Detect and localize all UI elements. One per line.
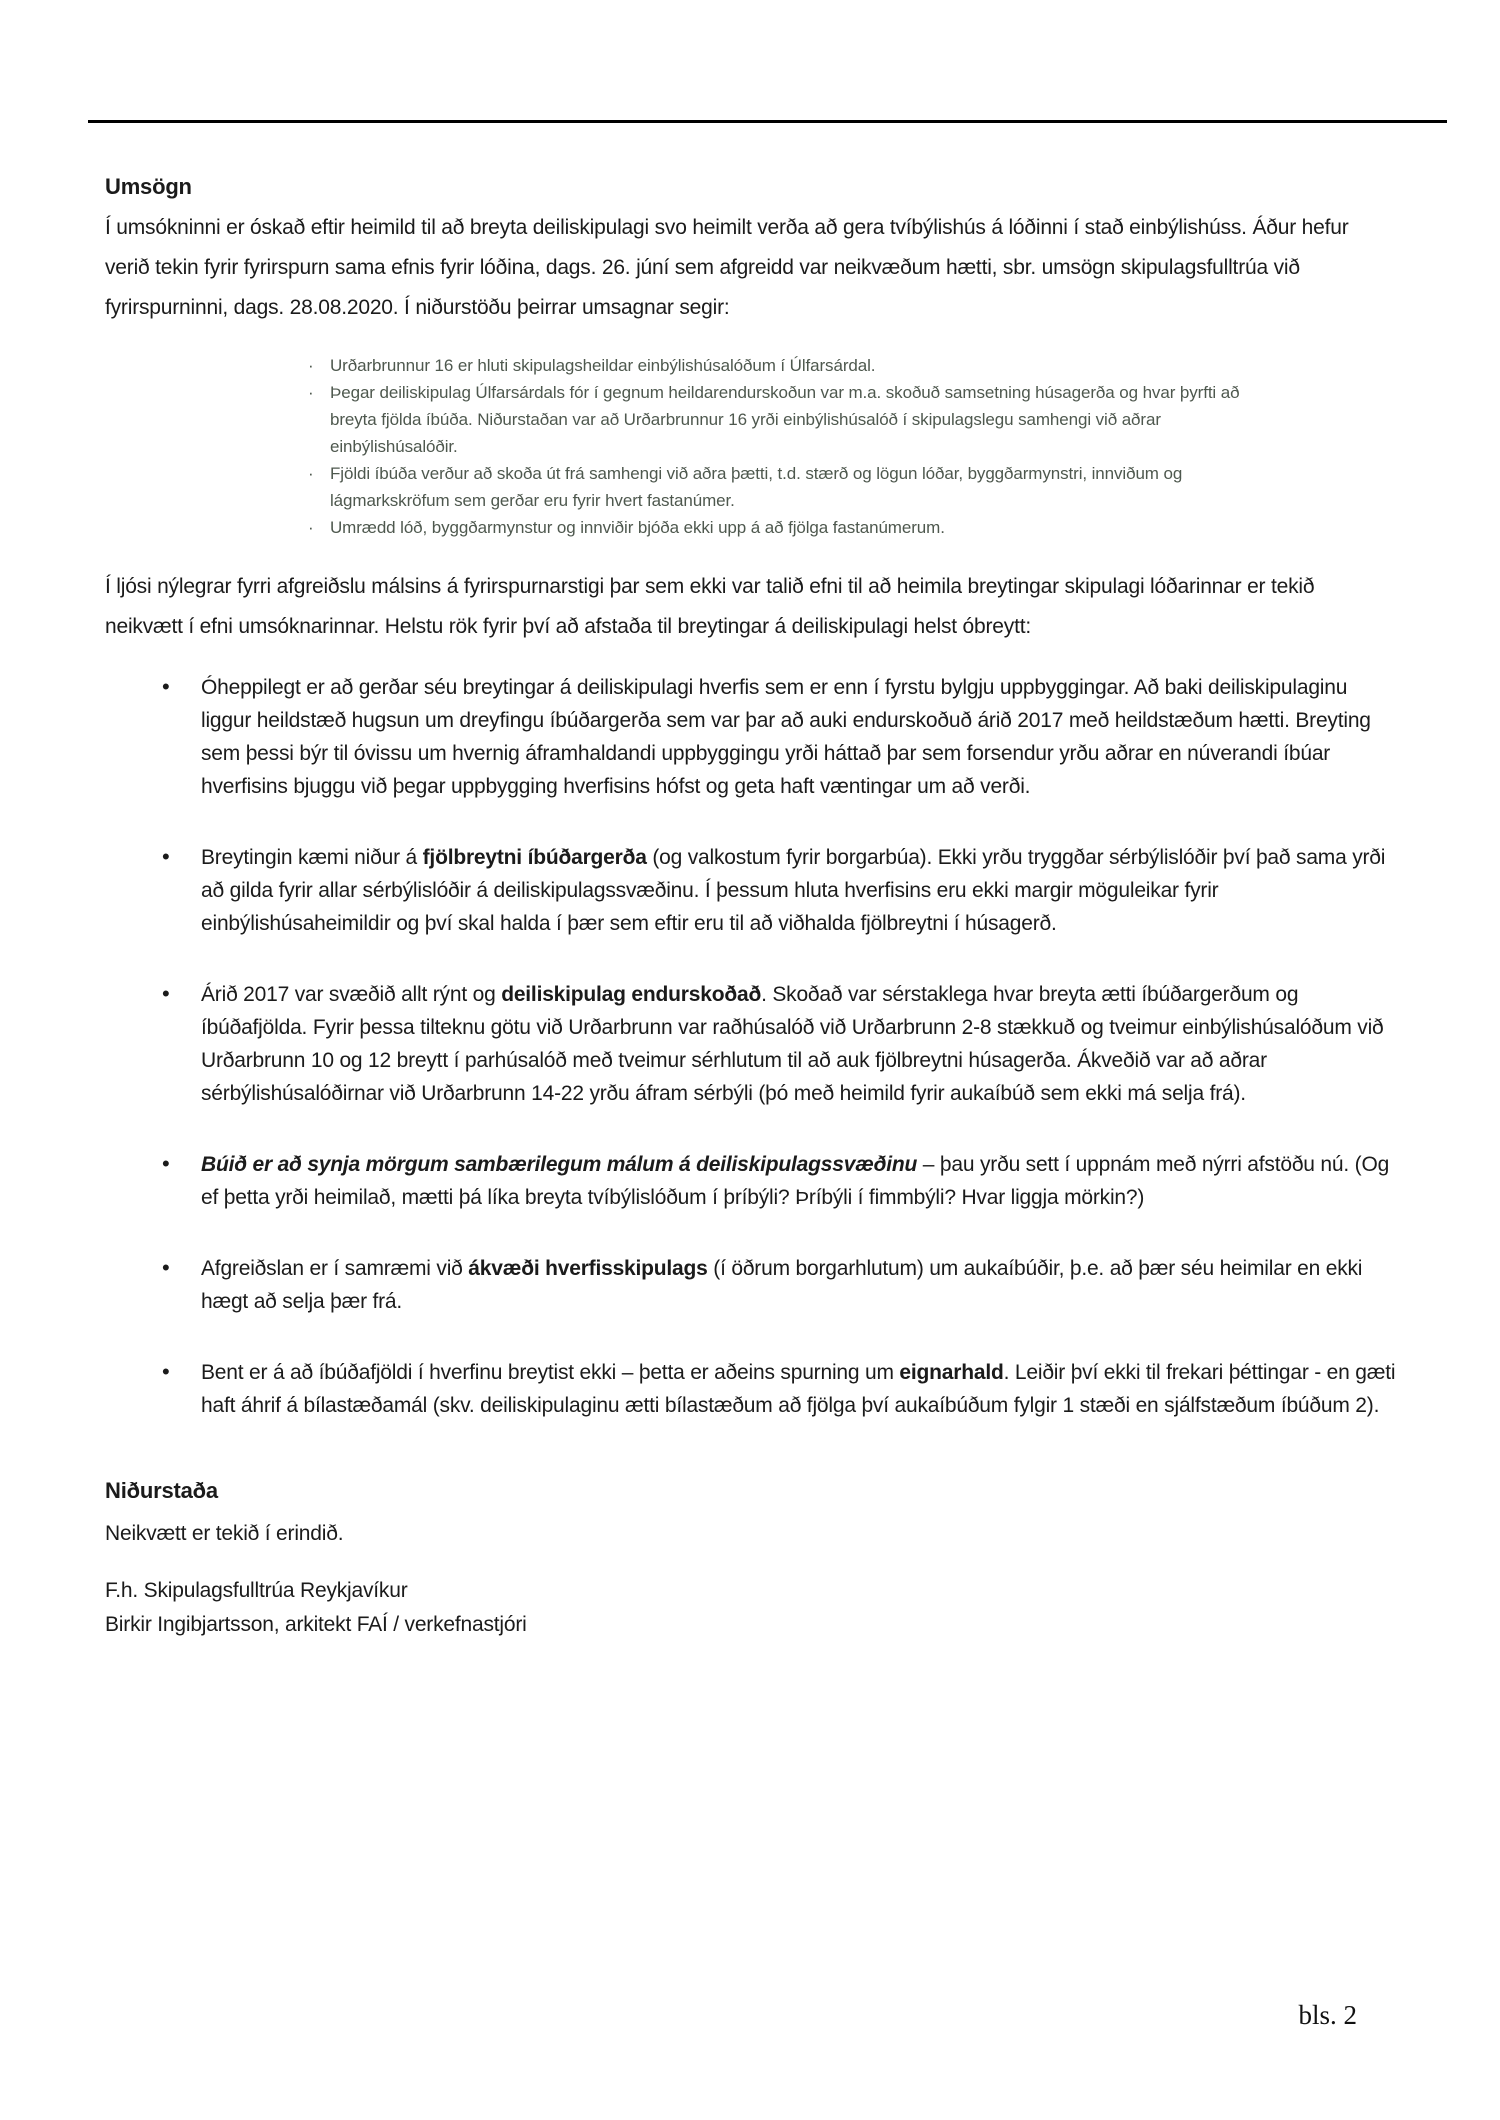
- argument-text-segment: Afgreiðslan er í samræmi við: [201, 1257, 469, 1280]
- argument-text-segment: (í öðrum borgarhlutum) um aukaíbúðir, þ.e. að þær séu heimilar en ekki hægt að selja þær frá.: [201, 1257, 1363, 1313]
- argument-text-segment: eignarhald: [899, 1361, 1004, 1384]
- argument-text-segment: deiliskipulag endurskoðað: [501, 983, 762, 1006]
- argument-text-segment: Óheppilegt er að gerðar séu breytingar á deiliskipulagi hverfis sem er enn í fyrstu bylgju uppbyggingar. Að baki deiliskipulaginu liggur heildstæð hugsun um dreyfingu íbúðargerða sem var þar að auki endurskoðuð árið 2017 með heildstæðum hætti. Breyting sem þessi býr til óvissu um hvernig áframhaldandi uppbyggingu yrði háttað þar sem forsendur yrðu aðrar en núverandi íbúar hverfisins bjuggu við þegar uppbygging hverfisins hófst og geta haft væntingar um að verði.: [201, 676, 1371, 798]
- intro-paragraph: Í umsókninni er óskað eftir heimild til að breyta deiliskipulagi svo heimilt verða að gera tvíbýlishús á lóðinni í stað einbýlishúss. Áður hefur verið tekin fyrir fyrirspurn sama efnis fyrir lóðina, dags. 26. júní sem afgreidd var neikvæðum hætti, sbr. umsögn skipulagsfulltrúa við fyrirspurninni, dags. 28.08.2020. Í niðurstöðu þeirrar umsagnar segir:: [105, 216, 1349, 319]
- document-body: [105, 170, 1397, 1642]
- argument-bullet-item: [160, 671, 1397, 803]
- argument-bullet-item: [160, 1356, 1397, 1422]
- header-rule: [88, 120, 1447, 123]
- argument-text-segment: ákvæði hverfisskipulags: [468, 1257, 708, 1280]
- signature-role-line: F.h. Skipulagsfulltrúa Reykjavíkur: [105, 1579, 408, 1602]
- section-heading-umsogn: Umsögn: [105, 174, 192, 199]
- argument-bullet-item: [160, 978, 1397, 1110]
- conclusion-text: Neikvætt er tekið í erindið.: [105, 1522, 344, 1545]
- section-heading-nidurstada: Niðurstaða: [105, 1478, 218, 1503]
- argument-bullet-item: [160, 1148, 1397, 1214]
- page-number: bls. 2: [1298, 2000, 1357, 2030]
- argument-text-segment: . Skoðað var sérstaklega hvar breyta ætti íbúðargerðum og íbúðafjölda. Fyrir þessa tilteknu götu við Urðarbrunn var raðhúsalóð við Urðarbrunn 2-8 stækkuð og tveimur einbýlishúsalóðum við Urðarbrunn 10 og 12 breytt í parhúsalóð með tveimur sérhlutum til að auk fjölbreytni húsagerða. Ákveðið var að aðrar sérbýlishúsalóðirnar við Urðarbrunn 14-22 yrðu áfram sérbýli (þó með heimild fyrir aukaíbúð sem ekki má selja frá).: [201, 983, 1384, 1105]
- quote-bullet-item: · Þegar deiliskipulag Úlfarsárdals fór í gegnum heildarendurskoðun var m.a. skoðuð samsetning húsagerða og hvar þyrfti að breyta fjölda íbúða. Niðurstaðan var að Urðarbrunnur 16 yrði einbýlishúsalóð í skipulagslegu samhengi við aðrar einbýlishúsalóðir.: [292, 379, 1272, 460]
- quote-bullet-item: · Urðarbrunnur 16 er hluti skipulagsheildar einbýlishúsalóðum í Úlfarsárdal.: [292, 352, 1272, 379]
- quote-bullet-item: · Umrædd lóð, byggðarmynstur og innviðir bjóða ekki upp á að fjölga fastanúmerum.: [292, 514, 1272, 541]
- argument-text-segment: fjölbreytni íbúðargerða: [422, 846, 647, 869]
- argument-bullet-item: [160, 1252, 1397, 1318]
- argument-text-segment: Breytingin kæmi niður á: [201, 846, 423, 869]
- quote-bullet-item: · Fjöldi íbúða verður að skoða út frá samhengi við aðra þætti, t.d. stærð og lögun lóðar, byggðarmynstri, innviðum og lágmarkskröfum sem gerðar eru fyrir hvert fastanúmer.: [292, 460, 1272, 514]
- assessment-paragraph: Í ljósi nýlegrar fyrri afgreiðslu málsins á fyrirspurnarstigi þar sem ekki var talið efni til að heimila breytingar skipulagi lóðarinnar er tekið neikvætt í efni umsóknarinnar. Helstu rök fyrir því að afstaða til breytingar á deiliskipulagi helst óbreytt:: [105, 575, 1315, 638]
- argument-text-segment: . Leiðir því ekki til frekari þéttingar - en gæti haft áhrif á bílastæðamál (skv. deiliskipulaginu ætti bílastæðum að fjölga því aukaíbúðum fylgir 1 stæði en sjálfstæðum íbúðum 2).: [201, 1361, 1396, 1417]
- argument-text-segment: Bent er á að íbúðafjöldi í hverfinu breytist ekki – þetta er aðeins spurning um: [201, 1361, 900, 1384]
- argument-text-segment: Árið 2017 var svæðið allt rýnt og: [201, 983, 502, 1006]
- signature-name-line: Birkir Ingibjartsson, arkitekt FAÍ / verkefnastjóri: [105, 1613, 527, 1636]
- argument-bullet-list: [160, 671, 1397, 1422]
- argument-text-segment: Búið er að synja mörgum sambærilegum málum á deiliskipulagssvæðinu: [201, 1153, 918, 1176]
- argument-text-segment: (og valkostum fyrir borgarbúa). Ekki yrðu tryggðar sérbýlislóðir því það sama yrði að gilda fyrir allar sérbýlislóðir á deiliskipulagssvæðinu. Í þessum hluta hverfisins eru ekki margir möguleikar fyrir einbýlishúsaheimildir og því skal halda í þær sem eftir eru til að viðhalda fjölbreytni í húsagerð.: [201, 846, 1386, 935]
- quote-bullet-list: [292, 352, 1272, 541]
- argument-text-segment: – þau yrðu sett í uppnám með nýrri afstöðu nú. (Og ef þetta yrði heimilað, mætti þá líka breyta tvíbýlislóðum í þríbýli? Þríbýli í fimmbýli? Hvar liggja mörkin?): [201, 1153, 1390, 1209]
- argument-bullet-item: [160, 841, 1397, 940]
